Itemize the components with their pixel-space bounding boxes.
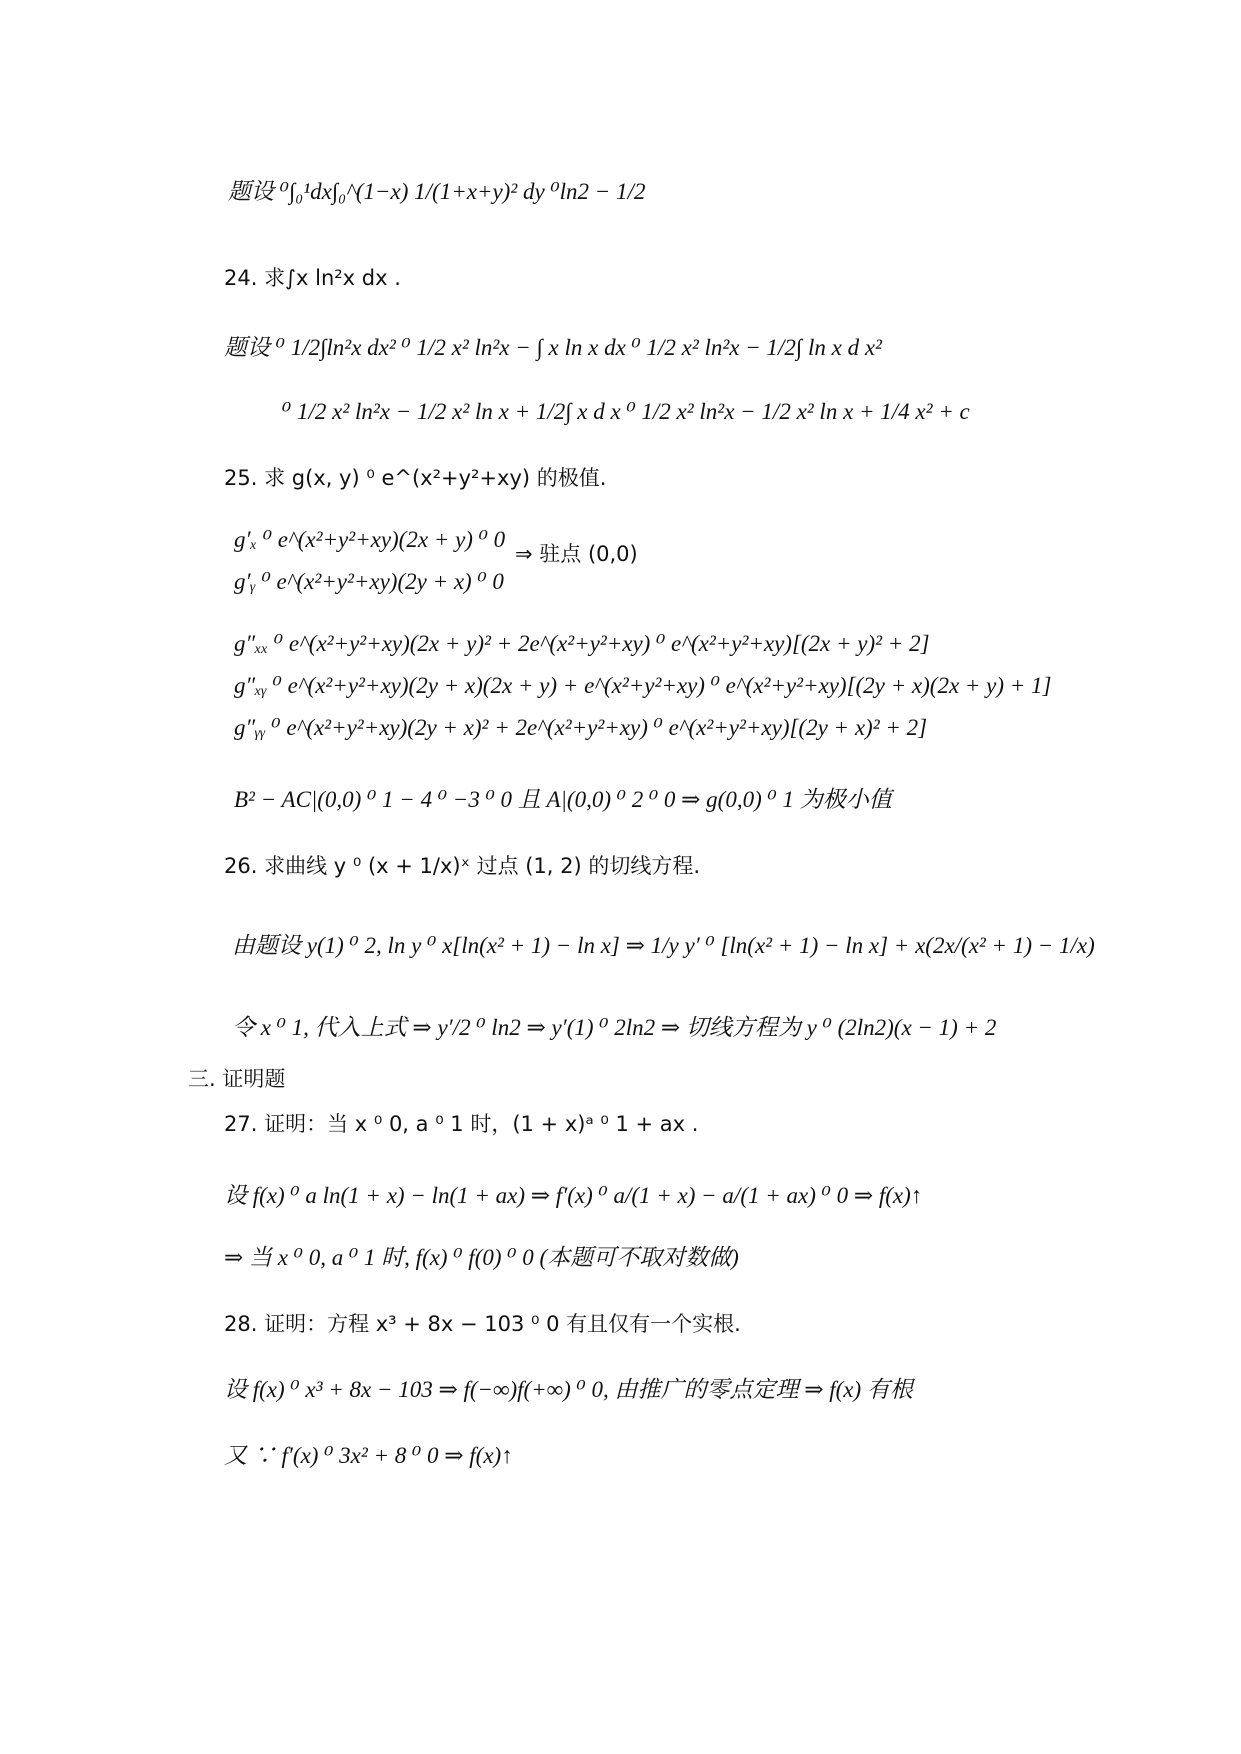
problem-23-solution: 题设 ⁰∫₀¹dx∫₀^(1−x) 1/(1+x+y)² dy ⁰ln2 − 1/2 (228, 179, 646, 204)
problem-25-stationary-point: ⇒ 驻点 (0,0) (515, 542, 638, 566)
problem-28-solution-line-2: 又 ∵ f′(x) ⁰ 3x² + 8 ⁰ 0 ⇒ f(x)↑ (224, 1443, 513, 1468)
section-proof-questions: 三. 证明题 (188, 1067, 286, 1091)
problem-25-conclusion: B² − AC|(0,0) ⁰ 1 − 4 ⁰ −3 ⁰ 0 且 A|(0,0) ⁰ 2 ⁰ 0 ⇒ g(0,0) ⁰ 1 为极小值 (234, 787, 892, 812)
problem-28-statement: 28. 证明：方程 x³ + 8x − 103 ⁰ 0 有且仅有一个实根. (224, 1312, 741, 1336)
problem-27-statement: 27. 证明：当 x ⁰ 0, a ⁰ 1 时，(1 + x)ᵃ ⁰ 1 + ax . (224, 1112, 699, 1136)
problem-26-solution-line-2: 令 x ⁰ 1, 代入上式 ⇒ y′/2 ⁰ ln2 ⇒ y′(1) ⁰ 2ln2 ⇒ 切线方程为 y ⁰ (2ln2)(x − 1) + 2 (232, 1015, 997, 1040)
problem-25-second-derivative-yy: g″ᵧᵧ ⁰ e^(x²+y²+xy)(2y + x)² + 2e^(x²+y²+xy) ⁰ e^(x²+y²+xy)[(2y + x)² + 2] (234, 715, 928, 740)
problem-24-statement: 24. 求∫x ln²x dx . (224, 266, 401, 290)
problem-25-statement: 25. 求 g(x, y) ⁰ e^(x²+y²+xy) 的极值. (224, 466, 607, 490)
problem-27-solution-line-1: 设 f(x) ⁰ a ln(1 + x) − ln(1 + ax) ⇒ f′(x) ⁰ a/(1 + x) − a/(1 + ax) ⁰ 0 ⇒ f(x)↑ (224, 1183, 923, 1208)
problem-27-solution-line-2: ⇒ 当 x ⁰ 0, a ⁰ 1 时, f(x) ⁰ f(0) ⁰ 0 (本题可不取对数做) (224, 1245, 739, 1270)
problem-25-second-derivative-xy: g″ₓᵧ ⁰ e^(x²+y²+xy)(2y + x)(2x + y) + e^(x²+y²+xy) ⁰ e^(x²+y²+xy)[(2y + x)(2x + y) + 1] (234, 673, 1052, 698)
problem-25-first-derivative-x: g′ₓ ⁰ e^(x²+y²+xy)(2x + y) ⁰ 0 (234, 527, 506, 552)
problem-24-solution-line-1: 题设 ⁰ 1/2∫ln²x dx² ⁰ 1/2 x² ln²x − ∫ x ln x dx ⁰ 1/2 x² ln²x − 1/2∫ ln x d x² (224, 335, 882, 360)
problem-24-solution-line-2: ⁰ 1/2 x² ln²x − 1/2 x² ln x + 1/2∫ x d x ⁰ 1/2 x² ln²x − 1/2 x² ln x + 1/4 x² + c (282, 399, 970, 424)
problem-26-statement: 26. 求曲线 y ⁰ (x + 1/x)ˣ 过点 (1, 2) 的切线方程. (224, 854, 701, 878)
problem-25-second-derivative-xx: g″ₓₓ ⁰ e^(x²+y²+xy)(2x + y)² + 2e^(x²+y²+xy) ⁰ e^(x²+y²+xy)[(2x + y)² + 2] (234, 631, 930, 656)
problem-25-first-derivative-y: g′ᵧ ⁰ e^(x²+y²+xy)(2y + x) ⁰ 0 (234, 569, 504, 594)
problem-28-solution-line-1: 设 f(x) ⁰ x³ + 8x − 103 ⇒ f(−∞)f(+∞) ⁰ 0, 由推广的零点定理 ⇒ f(x) 有根 (224, 1377, 913, 1402)
problem-26-solution-line-1: 由题设 y(1) ⁰ 2, ln y ⁰ x[ln(x² + 1) − ln x] ⇒ 1/y y′ ⁰ [ln(x² + 1) − ln x] + x(2x/(x² + 1) − 1/x) (232, 933, 1095, 958)
